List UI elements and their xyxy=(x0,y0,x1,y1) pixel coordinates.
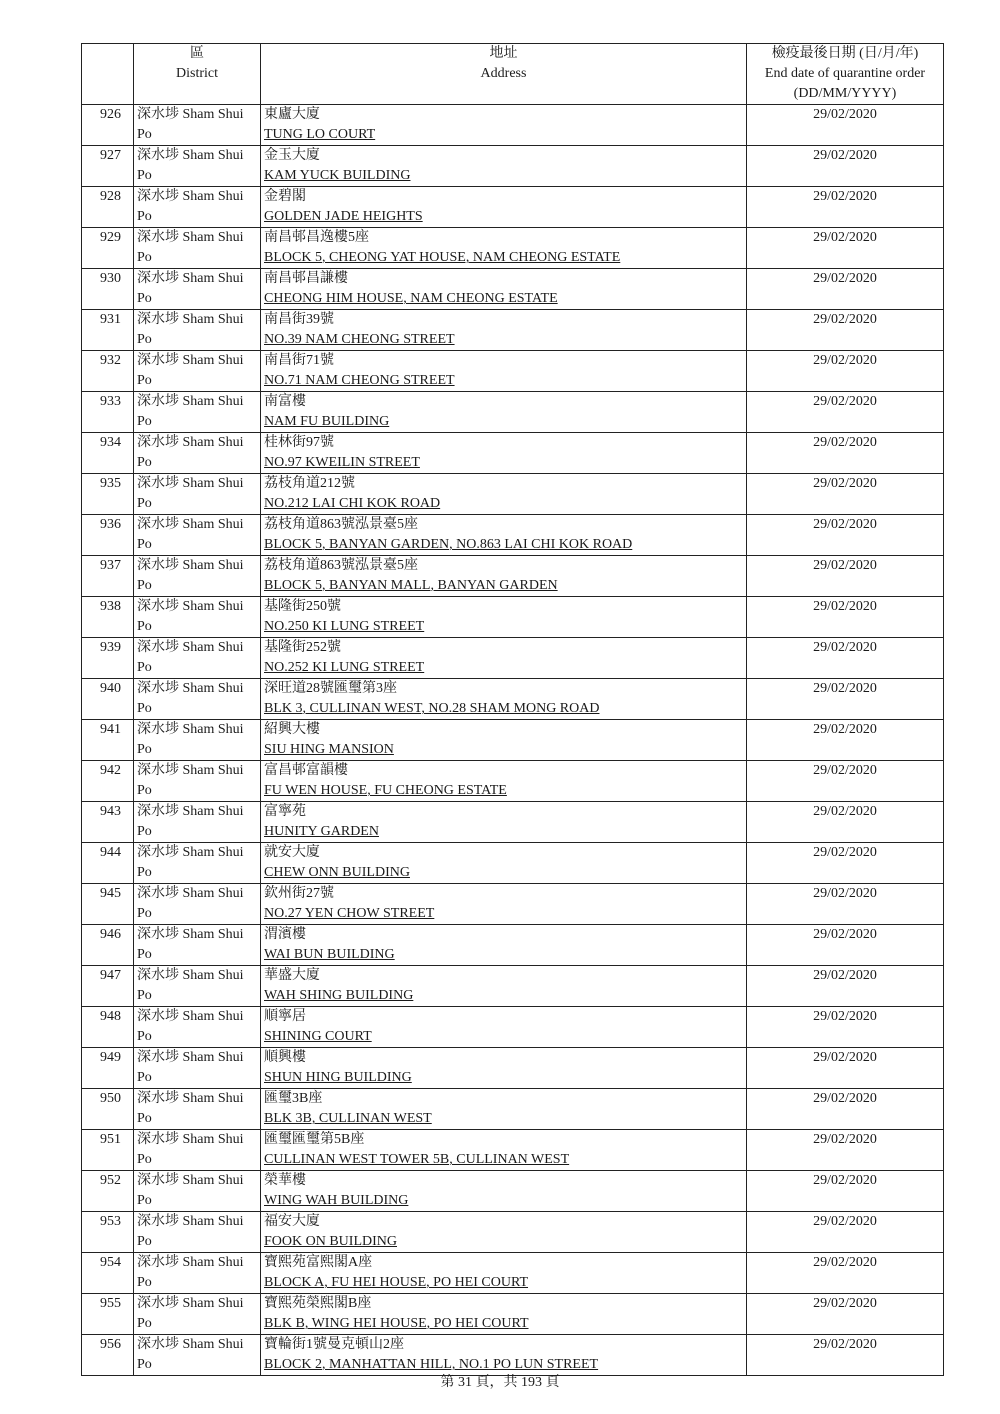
district-line1: 深水埗 Sham Shui xyxy=(137,517,244,532)
row-district xyxy=(134,638,261,679)
row-address xyxy=(261,351,747,392)
table-row xyxy=(82,966,944,1007)
district-line2: Po xyxy=(137,414,152,429)
district-line2: Po xyxy=(137,906,152,921)
table-row xyxy=(82,474,944,515)
header-address-zh: 地址 xyxy=(489,46,518,61)
address-en: WAH SHING BUILDING xyxy=(264,988,414,1003)
address-zh: 福安大廈 xyxy=(264,1214,320,1229)
table-row xyxy=(82,1007,944,1048)
row-district xyxy=(134,843,261,884)
row-address xyxy=(261,1212,747,1253)
address-zh: 寶熙苑富熙閣A座 xyxy=(264,1255,373,1270)
row-end-date: 29/02/2020 xyxy=(747,720,944,761)
row-address xyxy=(261,1171,747,1212)
district-line1: 深水埗 Sham Shui xyxy=(137,1173,244,1188)
address-en: HUNITY GARDEN xyxy=(264,824,379,839)
district-line1: 深水埗 Sham Shui xyxy=(137,476,244,491)
table-row xyxy=(82,515,944,556)
district-line2: Po xyxy=(137,824,152,839)
table-row xyxy=(82,761,944,802)
row-district xyxy=(134,720,261,761)
district-line2: Po xyxy=(137,291,152,306)
district-line1: 深水埗 Sham Shui xyxy=(137,148,244,163)
address-zh: 就安大廈 xyxy=(264,845,320,860)
table-row xyxy=(82,884,944,925)
district-line1: 深水埗 Sham Shui xyxy=(137,1050,244,1065)
address-en: FOOK ON BUILDING xyxy=(264,1234,397,1249)
district-line1: 深水埗 Sham Shui xyxy=(137,886,244,901)
address-zh: 南昌邨昌逸樓5座 xyxy=(264,230,369,245)
row-index: 951 xyxy=(82,1130,134,1171)
address-en: BLOCK 5, CHEONG YAT HOUSE, NAM CHEONG ESTATE xyxy=(264,250,621,265)
table-row xyxy=(82,1130,944,1171)
row-district xyxy=(134,1294,261,1335)
row-end-date: 29/02/2020 xyxy=(747,966,944,1007)
header-date-en2: (DD/MM/YYYY) xyxy=(793,86,897,101)
row-index: 946 xyxy=(82,925,134,966)
district-line1: 深水埗 Sham Shui xyxy=(137,804,244,819)
district-line1: 深水埗 Sham Shui xyxy=(137,845,244,860)
row-district xyxy=(134,1089,261,1130)
district-line1: 深水埗 Sham Shui xyxy=(137,435,244,450)
address-zh: 匯璽3B座 xyxy=(264,1091,323,1106)
district-line1: 深水埗 Sham Shui xyxy=(137,1337,244,1352)
address-en: NO.27 YEN CHOW STREET xyxy=(264,906,435,921)
address-zh: 欽州街27號 xyxy=(264,886,334,901)
district-line1: 深水埗 Sham Shui xyxy=(137,271,244,286)
row-index: 952 xyxy=(82,1171,134,1212)
address-zh: 南昌街71號 xyxy=(264,353,334,368)
address-en: CHEONG HIM HOUSE, NAM CHEONG ESTATE xyxy=(264,291,558,306)
address-en: NO.250 KI LUNG STREET xyxy=(264,619,425,634)
quarantine-table xyxy=(81,43,944,1376)
address-zh: 南昌街39號 xyxy=(264,312,334,327)
row-end-date: 29/02/2020 xyxy=(747,761,944,802)
district-line1: 深水埗 Sham Shui xyxy=(137,599,244,614)
row-district xyxy=(134,392,261,433)
table-row xyxy=(82,1212,944,1253)
row-address xyxy=(261,310,747,351)
row-end-date: 29/02/2020 xyxy=(747,1335,944,1376)
address-zh: 桂林街97號 xyxy=(264,435,334,450)
row-index: 953 xyxy=(82,1212,134,1253)
row-district xyxy=(134,228,261,269)
district-line2: Po xyxy=(137,1070,152,1085)
district-line2: Po xyxy=(137,250,152,265)
row-address xyxy=(261,802,747,843)
address-zh: 富寧苑 xyxy=(264,804,306,819)
district-line2: Po xyxy=(137,619,152,634)
row-end-date: 29/02/2020 xyxy=(747,310,944,351)
district-line1: 深水埗 Sham Shui xyxy=(137,763,244,778)
row-index: 935 xyxy=(82,474,134,515)
row-district xyxy=(134,351,261,392)
page-footer: 第 31 頁，共 193 頁 xyxy=(440,1375,560,1390)
address-zh: 匯璽匯璽第5B座 xyxy=(264,1132,365,1147)
row-address xyxy=(261,1089,747,1130)
address-en: NO.97 KWEILIN STREET xyxy=(264,455,420,470)
address-en: FU WEN HOUSE, FU CHEONG ESTATE xyxy=(264,783,507,798)
district-line1: 深水埗 Sham Shui xyxy=(137,1255,244,1270)
district-line2: Po xyxy=(137,865,152,880)
row-address xyxy=(261,1048,747,1089)
table-row xyxy=(82,351,944,392)
table-body xyxy=(82,105,944,1376)
row-end-date: 29/02/2020 xyxy=(747,269,944,310)
district-line1: 深水埗 Sham Shui xyxy=(137,1091,244,1106)
table-row xyxy=(82,802,944,843)
district-line2: Po xyxy=(137,947,152,962)
row-address xyxy=(261,843,747,884)
address-en: WAI BUN BUILDING xyxy=(264,947,395,962)
district-line1: 深水埗 Sham Shui xyxy=(137,1214,244,1229)
row-end-date: 29/02/2020 xyxy=(747,1007,944,1048)
address-zh: 順興樓 xyxy=(264,1050,306,1065)
district-line2: Po xyxy=(137,496,152,511)
header-district-zh: 區 xyxy=(190,46,204,61)
address-en: NO.252 KI LUNG STREET xyxy=(264,660,425,675)
address-en: NO.71 NAM CHEONG STREET xyxy=(264,373,455,388)
row-end-date: 29/02/2020 xyxy=(747,146,944,187)
row-end-date: 29/02/2020 xyxy=(747,228,944,269)
district-line2: Po xyxy=(137,127,152,142)
address-zh: 金碧閣 xyxy=(264,189,306,204)
row-end-date: 29/02/2020 xyxy=(747,1253,944,1294)
row-district xyxy=(134,1335,261,1376)
row-end-date: 29/02/2020 xyxy=(747,556,944,597)
district-line2: Po xyxy=(137,1316,152,1331)
row-end-date: 29/02/2020 xyxy=(747,1171,944,1212)
row-end-date: 29/02/2020 xyxy=(747,351,944,392)
row-district xyxy=(134,761,261,802)
row-index: 928 xyxy=(82,187,134,228)
address-zh: 東廬大廈 xyxy=(264,107,320,122)
address-zh: 基隆街252號 xyxy=(264,640,341,655)
district-line2: Po xyxy=(137,988,152,1003)
row-index: 942 xyxy=(82,761,134,802)
district-line1: 深水埗 Sham Shui xyxy=(137,558,244,573)
row-end-date: 29/02/2020 xyxy=(747,843,944,884)
table-row xyxy=(82,638,944,679)
row-end-date: 29/02/2020 xyxy=(747,515,944,556)
district-line1: 深水埗 Sham Shui xyxy=(137,312,244,327)
row-index: 948 xyxy=(82,1007,134,1048)
table-row xyxy=(82,310,944,351)
table-header-row xyxy=(82,44,944,105)
row-address xyxy=(261,966,747,1007)
row-district xyxy=(134,1130,261,1171)
row-district xyxy=(134,269,261,310)
district-line2: Po xyxy=(137,701,152,716)
address-en: SHINING COURT xyxy=(264,1029,372,1044)
table-row xyxy=(82,146,944,187)
table-row xyxy=(82,720,944,761)
table-row xyxy=(82,1253,944,1294)
address-zh: 華盛大廈 xyxy=(264,968,320,983)
district-line1: 深水埗 Sham Shui xyxy=(137,394,244,409)
table-row xyxy=(82,187,944,228)
row-address xyxy=(261,105,747,146)
table-row xyxy=(82,228,944,269)
row-index: 929 xyxy=(82,228,134,269)
row-address xyxy=(261,1335,747,1376)
address-en: KAM YUCK BUILDING xyxy=(264,168,411,183)
row-address xyxy=(261,146,747,187)
row-end-date: 29/02/2020 xyxy=(747,1294,944,1335)
address-en: BLK 3B, CULLINAN WEST xyxy=(264,1111,432,1126)
row-address xyxy=(261,638,747,679)
row-address xyxy=(261,679,747,720)
row-index: 933 xyxy=(82,392,134,433)
header-date-zh: 檢疫最後日期 (日/月/年) xyxy=(771,46,919,61)
row-index: 926 xyxy=(82,105,134,146)
address-en: BLOCK 5, BANYAN GARDEN, NO.863 LAI CHI KOK ROAD xyxy=(264,537,633,552)
row-end-date: 29/02/2020 xyxy=(747,638,944,679)
address-zh: 金玉大廈 xyxy=(264,148,320,163)
address-en: WING WAH BUILDING xyxy=(264,1193,409,1208)
row-index: 936 xyxy=(82,515,134,556)
row-index: 955 xyxy=(82,1294,134,1335)
district-line1: 深水埗 Sham Shui xyxy=(137,927,244,942)
row-end-date: 29/02/2020 xyxy=(747,392,944,433)
district-line1: 深水埗 Sham Shui xyxy=(137,681,244,696)
address-en: CHEW ONN BUILDING xyxy=(264,865,410,880)
district-line2: Po xyxy=(137,168,152,183)
address-en: BLK 3, CULLINAN WEST, NO.28 SHAM MONG ROAD xyxy=(264,701,600,716)
row-address xyxy=(261,1294,747,1335)
row-address xyxy=(261,597,747,638)
district-line2: Po xyxy=(137,1029,152,1044)
district-line2: Po xyxy=(137,742,152,757)
row-address xyxy=(261,925,747,966)
table-row xyxy=(82,925,944,966)
address-zh: 南昌邨昌謙樓 xyxy=(264,271,348,286)
address-zh: 基隆街250號 xyxy=(264,599,341,614)
row-index: 943 xyxy=(82,802,134,843)
row-address xyxy=(261,556,747,597)
address-zh: 荔枝角道212號 xyxy=(264,476,355,491)
district-line2: Po xyxy=(137,537,152,552)
row-district xyxy=(134,1212,261,1253)
row-end-date: 29/02/2020 xyxy=(747,105,944,146)
row-index: 934 xyxy=(82,433,134,474)
address-zh: 紹興大樓 xyxy=(264,722,320,737)
district-line2: Po xyxy=(137,1275,152,1290)
address-zh: 順寧居 xyxy=(264,1009,306,1024)
address-zh: 寶輪街1號曼克頓山2座 xyxy=(264,1337,404,1352)
address-en: BLOCK 2, MANHATTAN HILL, NO.1 PO LUN STREET xyxy=(264,1357,599,1372)
address-zh: 渭濱樓 xyxy=(264,927,306,942)
row-district xyxy=(134,966,261,1007)
row-index: 950 xyxy=(82,1089,134,1130)
district-line1: 深水埗 Sham Shui xyxy=(137,107,244,122)
row-end-date: 29/02/2020 xyxy=(747,802,944,843)
row-address xyxy=(261,433,747,474)
row-index: 944 xyxy=(82,843,134,884)
row-end-date: 29/02/2020 xyxy=(747,884,944,925)
header-district-en: District xyxy=(176,66,218,81)
district-line1: 深水埗 Sham Shui xyxy=(137,230,244,245)
district-line2: Po xyxy=(137,1193,152,1208)
address-en: NAM FU BUILDING xyxy=(264,414,390,429)
quarantine-table-page xyxy=(81,43,943,1376)
table-row xyxy=(82,1294,944,1335)
header-index xyxy=(82,44,134,105)
row-end-date: 29/02/2020 xyxy=(747,474,944,515)
header-address xyxy=(261,44,747,105)
address-zh: 荔枝角道863號泓景臺5座 xyxy=(264,517,418,532)
row-index: 949 xyxy=(82,1048,134,1089)
district-line2: Po xyxy=(137,660,152,675)
row-district xyxy=(134,679,261,720)
row-index: 927 xyxy=(82,146,134,187)
row-district xyxy=(134,1253,261,1294)
district-line2: Po xyxy=(137,1234,152,1249)
table-row xyxy=(82,1335,944,1376)
row-index: 954 xyxy=(82,1253,134,1294)
header-district xyxy=(134,44,261,105)
address-zh: 寶熙苑榮熙閣B座 xyxy=(264,1296,372,1311)
row-index: 941 xyxy=(82,720,134,761)
header-address-en: Address xyxy=(480,66,527,81)
row-address xyxy=(261,720,747,761)
row-address xyxy=(261,515,747,556)
row-address xyxy=(261,884,747,925)
header-date-en1: End date of quarantine order xyxy=(764,66,926,81)
row-address xyxy=(261,1253,747,1294)
address-en: CULLINAN WEST TOWER 5B, CULLINAN WEST xyxy=(264,1152,570,1167)
row-end-date: 29/02/2020 xyxy=(747,1089,944,1130)
row-end-date: 29/02/2020 xyxy=(747,187,944,228)
district-line1: 深水埗 Sham Shui xyxy=(137,722,244,737)
row-index: 932 xyxy=(82,351,134,392)
row-index: 931 xyxy=(82,310,134,351)
row-index: 956 xyxy=(82,1335,134,1376)
address-zh: 深旺道28號匯璽第3座 xyxy=(264,681,397,696)
row-district xyxy=(134,187,261,228)
table-row xyxy=(82,392,944,433)
row-index: 930 xyxy=(82,269,134,310)
row-index: 940 xyxy=(82,679,134,720)
address-en: GOLDEN JADE HEIGHTS xyxy=(264,209,423,224)
row-end-date: 29/02/2020 xyxy=(747,597,944,638)
row-end-date: 29/02/2020 xyxy=(747,1048,944,1089)
row-end-date: 29/02/2020 xyxy=(747,1212,944,1253)
district-line2: Po xyxy=(137,578,152,593)
district-line1: 深水埗 Sham Shui xyxy=(137,640,244,655)
address-en: BLK B, WING HEI HOUSE, PO HEI COURT xyxy=(264,1316,529,1331)
table-row xyxy=(82,843,944,884)
address-en: BLOCK 5, BANYAN MALL, BANYAN GARDEN xyxy=(264,578,558,593)
district-line1: 深水埗 Sham Shui xyxy=(137,189,244,204)
address-en: BLOCK A, FU HEI HOUSE, PO HEI COURT xyxy=(264,1275,529,1290)
row-address xyxy=(261,761,747,802)
row-address xyxy=(261,1130,747,1171)
address-en: NO.39 NAM CHEONG STREET xyxy=(264,332,455,347)
table-row xyxy=(82,556,944,597)
address-zh: 南富樓 xyxy=(264,394,306,409)
table-row xyxy=(82,433,944,474)
address-zh: 榮華樓 xyxy=(264,1173,306,1188)
row-district xyxy=(134,802,261,843)
row-district xyxy=(134,433,261,474)
table-row xyxy=(82,1089,944,1130)
row-index: 937 xyxy=(82,556,134,597)
district-line2: Po xyxy=(137,455,152,470)
row-district xyxy=(134,515,261,556)
address-en: TUNG LO COURT xyxy=(264,127,376,142)
row-end-date: 29/02/2020 xyxy=(747,679,944,720)
district-line2: Po xyxy=(137,209,152,224)
table-row xyxy=(82,1171,944,1212)
table-row xyxy=(82,679,944,720)
row-district xyxy=(134,597,261,638)
district-line2: Po xyxy=(137,783,152,798)
district-line1: 深水埗 Sham Shui xyxy=(137,1132,244,1147)
row-district xyxy=(134,1171,261,1212)
table-row xyxy=(82,597,944,638)
row-index: 947 xyxy=(82,966,134,1007)
district-line1: 深水埗 Sham Shui xyxy=(137,1009,244,1024)
row-index: 945 xyxy=(82,884,134,925)
district-line1: 深水埗 Sham Shui xyxy=(137,353,244,368)
row-address xyxy=(261,474,747,515)
district-line2: Po xyxy=(137,373,152,388)
row-end-date: 29/02/2020 xyxy=(747,1130,944,1171)
row-address xyxy=(261,1007,747,1048)
row-address xyxy=(261,392,747,433)
row-district xyxy=(134,556,261,597)
header-end-date xyxy=(747,44,944,105)
row-address xyxy=(261,187,747,228)
row-district xyxy=(134,105,261,146)
row-end-date: 29/02/2020 xyxy=(747,433,944,474)
table-row xyxy=(82,105,944,146)
row-district xyxy=(134,925,261,966)
district-line2: Po xyxy=(137,1152,152,1167)
address-zh: 富昌邨富韻樓 xyxy=(264,763,348,778)
row-end-date: 29/02/2020 xyxy=(747,925,944,966)
row-address xyxy=(261,269,747,310)
district-line2: Po xyxy=(137,1111,152,1126)
row-district xyxy=(134,884,261,925)
table-row xyxy=(82,269,944,310)
row-district xyxy=(134,1007,261,1048)
address-en: SHUN HING BUILDING xyxy=(264,1070,412,1085)
address-en: NO.212 LAI CHI KOK ROAD xyxy=(264,496,441,511)
row-district xyxy=(134,146,261,187)
district-line2: Po xyxy=(137,1357,152,1372)
row-district xyxy=(134,1048,261,1089)
table-row xyxy=(82,1048,944,1089)
row-address xyxy=(261,228,747,269)
row-district xyxy=(134,474,261,515)
district-line1: 深水埗 Sham Shui xyxy=(137,1296,244,1311)
district-line2: Po xyxy=(137,332,152,347)
address-zh: 荔枝角道863號泓景臺5座 xyxy=(264,558,418,573)
address-en: SIU HING MANSION xyxy=(264,742,394,757)
row-index: 939 xyxy=(82,638,134,679)
row-index: 938 xyxy=(82,597,134,638)
row-district xyxy=(134,310,261,351)
district-line1: 深水埗 Sham Shui xyxy=(137,968,244,983)
